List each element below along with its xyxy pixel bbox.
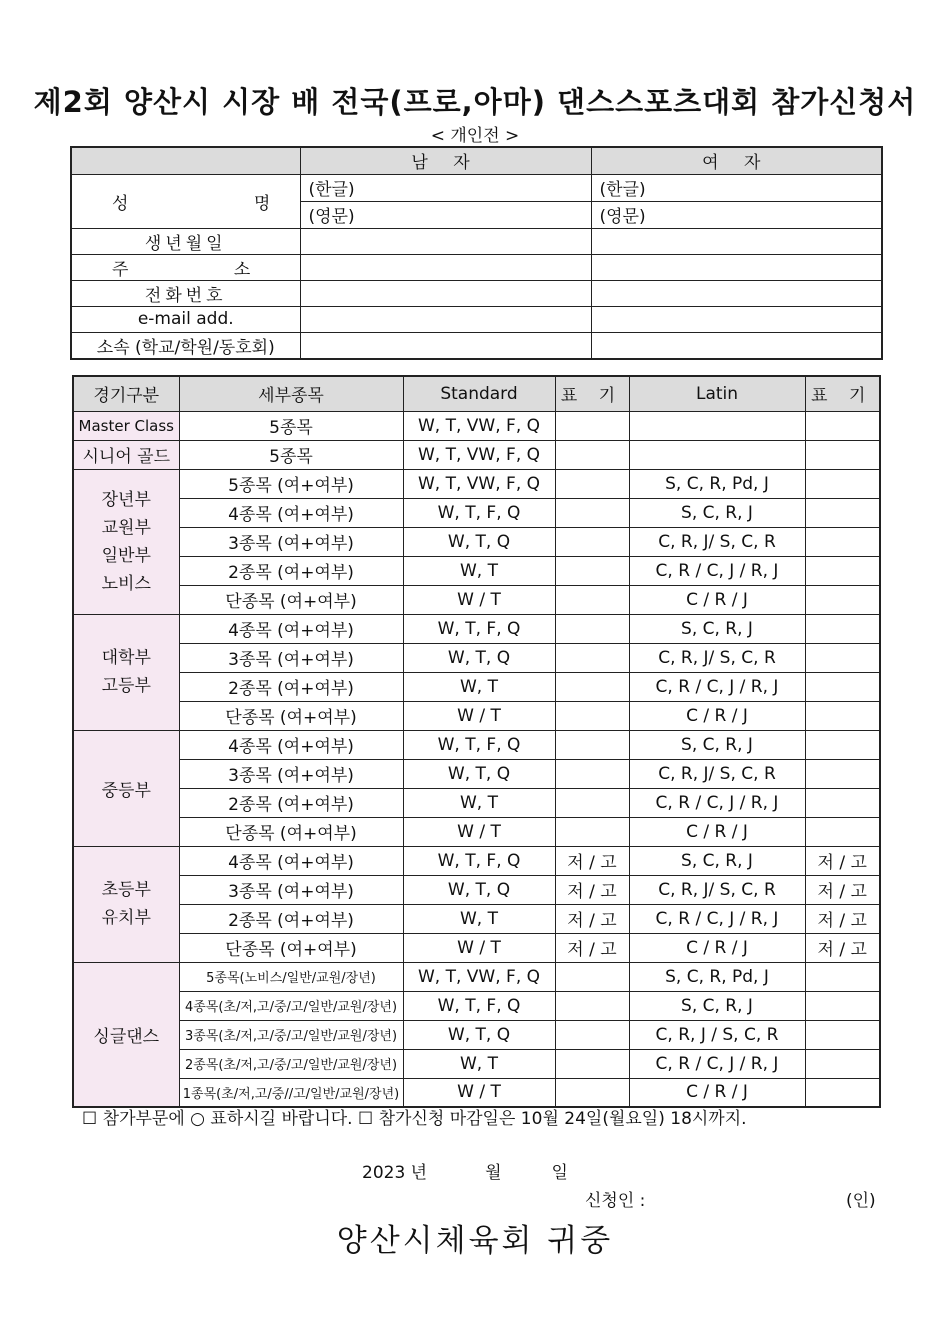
male-email-field[interactable]: [300, 306, 591, 332]
standard-cell: W, T, F, Q: [403, 991, 555, 1020]
standard-mark-cell[interactable]: [555, 962, 629, 991]
latin-mark-cell[interactable]: [805, 1078, 880, 1107]
detail-cell: 3종목(초/저,고/중/고/일반/교원/장년): [179, 1020, 403, 1049]
table-row: [73, 527, 880, 556]
latin-mark-cell[interactable]: [805, 556, 880, 585]
standard-mark-cell[interactable]: [555, 788, 629, 817]
latin-cell: [629, 440, 805, 469]
male-affiliation-field[interactable]: [300, 332, 591, 359]
detail-cell: 4종목 (여+여부): [179, 730, 403, 759]
standard-mark-cell[interactable]: [555, 411, 629, 440]
latin-mark-cell[interactable]: [805, 817, 880, 846]
standard-cell: W, T, F, Q: [403, 498, 555, 527]
latin-mark-cell[interactable]: [805, 527, 880, 556]
table-row: [73, 440, 880, 469]
latin-mark-cell[interactable]: 저 / 고: [805, 933, 880, 962]
standard-mark-cell[interactable]: [555, 527, 629, 556]
table-row: [73, 875, 880, 904]
table-row: [73, 759, 880, 788]
table-row: [73, 817, 880, 846]
category-elementary-kinder: 초등부 유치부: [73, 846, 179, 962]
detail-cell: 단종목 (여+여부): [179, 817, 403, 846]
table-row: [73, 1020, 880, 1049]
info-header-blank: [71, 147, 300, 174]
latin-cell: C, R, J / S, C, R: [629, 1020, 805, 1049]
standard-mark-cell[interactable]: [555, 614, 629, 643]
standard-mark-cell[interactable]: 저 / 고: [555, 904, 629, 933]
category-master-class: Master Class: [73, 411, 179, 440]
standard-mark-cell[interactable]: [555, 759, 629, 788]
latin-cell: C, R / C, J / R, J: [629, 1049, 805, 1078]
latin-cell: C, R, J/ S, C, R: [629, 643, 805, 672]
standard-mark-cell[interactable]: [555, 585, 629, 614]
male-address-field[interactable]: [300, 254, 591, 280]
name-label: 성 명: [71, 174, 300, 228]
latin-cell: S, C, R, J: [629, 991, 805, 1020]
latin-mark-cell[interactable]: [805, 614, 880, 643]
standard-mark-cell[interactable]: [555, 440, 629, 469]
standard-mark-cell[interactable]: [555, 672, 629, 701]
standard-mark-cell[interactable]: [555, 817, 629, 846]
latin-mark-cell[interactable]: [805, 585, 880, 614]
address-label: 주 소: [71, 254, 300, 280]
page-subtitle: < 개인전 >: [430, 126, 520, 146]
latin-cell: [629, 411, 805, 440]
date-year: 2023 년: [362, 1163, 428, 1183]
standard-cell: W / T: [403, 701, 555, 730]
detail-cell: 5종목(노비스/일반/교원/장년): [179, 962, 403, 991]
table-row: [73, 556, 880, 585]
latin-mark-cell[interactable]: [805, 962, 880, 991]
standard-mark-cell[interactable]: 저 / 고: [555, 933, 629, 962]
latin-cell: C, R / C, J / R, J: [629, 904, 805, 933]
table-row: [73, 1078, 880, 1107]
table-row: [73, 962, 880, 991]
female-header: 여 자: [591, 147, 882, 174]
latin-cell: C, R / C, J / R, J: [629, 672, 805, 701]
latin-mark-cell[interactable]: [805, 701, 880, 730]
latin-cell: S, C, R, J: [629, 846, 805, 875]
detail-cell: 2종목 (여+여부): [179, 788, 403, 817]
standard-cell: W / T: [403, 817, 555, 846]
birthdate-label: 생년월일: [71, 228, 300, 254]
table-row: [73, 904, 880, 933]
date-day: 일: [551, 1163, 568, 1183]
male-korean-name-field[interactable]: (한글): [300, 174, 591, 201]
applicant-label: 신청인 :: [585, 1191, 646, 1211]
latin-cell: C, R / C, J / R, J: [629, 556, 805, 585]
detail-cell: 2종목 (여+여부): [179, 904, 403, 933]
category-single-dance: 싱글댄스: [73, 962, 179, 1107]
standard-cell: W, T: [403, 788, 555, 817]
header-standard: Standard: [403, 376, 555, 411]
standard-cell: W, T, VW, F, Q: [403, 469, 555, 498]
affiliation-label: 소속 (학교/학원/동호회): [71, 332, 300, 359]
latin-mark-cell[interactable]: [805, 991, 880, 1020]
female-address-field[interactable]: [591, 254, 882, 280]
table-row: [73, 788, 880, 817]
latin-cell: S, C, R, Pd, J: [629, 962, 805, 991]
standard-mark-cell[interactable]: [555, 643, 629, 672]
header-standard-mark: 표 기: [555, 376, 629, 411]
standard-cell: W, T, F, Q: [403, 846, 555, 875]
detail-cell: 4종목 (여+여부): [179, 846, 403, 875]
detail-cell: 1종목(초/저,고/중//고/일반/교원/장년): [179, 1078, 403, 1107]
standard-mark-cell[interactable]: 저 / 고: [555, 846, 629, 875]
table-row: [73, 585, 880, 614]
latin-mark-cell[interactable]: [805, 730, 880, 759]
standard-cell: W / T: [403, 933, 555, 962]
latin-cell: S, C, R, J: [629, 498, 805, 527]
latin-cell: S, C, R, J: [629, 614, 805, 643]
latin-cell: S, C, R, Pd, J: [629, 469, 805, 498]
footer-note: ☐ 참가부문에 ○ 표하시길 바랍니다. ☐ 참가신청 마감일은 10월 24일(월요일) 18시까지.: [82, 1109, 747, 1129]
standard-cell: W, T: [403, 672, 555, 701]
female-english-name-field[interactable]: (영문): [591, 201, 882, 228]
latin-cell: C / R / J: [629, 1078, 805, 1107]
standard-cell: W, T: [403, 904, 555, 933]
standard-cell: W, T, Q: [403, 759, 555, 788]
latin-mark-cell[interactable]: [805, 759, 880, 788]
table-row: [73, 1049, 880, 1078]
category-middle-school: 중등부: [73, 730, 179, 846]
detail-cell: 2종목(초/저,고/중/고/일반/교원/장년): [179, 1049, 403, 1078]
seal-mark: (인): [846, 1191, 876, 1211]
detail-cell: 4종목(초/저,고/중/고/일반/교원/장년): [179, 991, 403, 1020]
header-category: 경기구분: [73, 376, 179, 411]
standard-cell: W, T, F, Q: [403, 614, 555, 643]
detail-cell: 5종목: [179, 440, 403, 469]
male-header: 남 자: [300, 147, 591, 174]
standard-cell: W, T: [403, 1049, 555, 1078]
standard-mark-cell[interactable]: [555, 701, 629, 730]
category-adult-group: 장년부 교원부 일반부 노비스: [73, 469, 179, 614]
latin-mark-cell[interactable]: [805, 469, 880, 498]
female-phone-field[interactable]: [591, 280, 882, 306]
female-affiliation-field[interactable]: [591, 332, 882, 359]
category-senior-gold: 시니어 골드: [73, 440, 179, 469]
standard-cell: W, T, Q: [403, 527, 555, 556]
latin-cell: C / R / J: [629, 701, 805, 730]
standard-cell: W, T: [403, 556, 555, 585]
latin-cell: C / R / J: [629, 933, 805, 962]
detail-cell: 단종목 (여+여부): [179, 701, 403, 730]
table-row: [73, 411, 880, 440]
standard-cell: W, T, Q: [403, 875, 555, 904]
latin-cell: C / R / J: [629, 817, 805, 846]
detail-cell: 5종목: [179, 411, 403, 440]
phone-label: 전화번호: [71, 280, 300, 306]
standard-cell: W / T: [403, 1078, 555, 1107]
latin-mark-cell[interactable]: [805, 411, 880, 440]
latin-cell: S, C, R, J: [629, 730, 805, 759]
latin-cell: C / R / J: [629, 585, 805, 614]
female-korean-name-field[interactable]: (한글): [591, 174, 882, 201]
detail-cell: 단종목 (여+여부): [179, 585, 403, 614]
latin-mark-cell[interactable]: 저 / 고: [805, 904, 880, 933]
header-latin-mark: 표 기: [805, 376, 880, 411]
table-row: [73, 846, 880, 875]
standard-cell: W, T, F, Q: [403, 730, 555, 759]
detail-cell: 2종목 (여+여부): [179, 672, 403, 701]
table-row: [73, 498, 880, 527]
latin-mark-cell[interactable]: [805, 1049, 880, 1078]
events-table: [72, 375, 881, 1108]
standard-cell: W, T, VW, F, Q: [403, 440, 555, 469]
female-birthdate-field[interactable]: [591, 228, 882, 254]
latin-mark-cell[interactable]: [805, 1020, 880, 1049]
table-row: [73, 614, 880, 643]
standard-cell: W, T, VW, F, Q: [403, 962, 555, 991]
standard-cell: W, T, Q: [403, 643, 555, 672]
table-row: [73, 933, 880, 962]
latin-mark-cell[interactable]: [805, 672, 880, 701]
recipient: 양산시체육회 귀중: [336, 1223, 614, 1259]
header-latin: Latin: [629, 376, 805, 411]
latin-cell: C, R, J/ S, C, R: [629, 759, 805, 788]
standard-mark-cell[interactable]: 저 / 고: [555, 875, 629, 904]
detail-cell: 3종목 (여+여부): [179, 527, 403, 556]
email-label: e-mail add.: [71, 306, 300, 332]
table-row: [73, 730, 880, 759]
detail-cell: 3종목 (여+여부): [179, 643, 403, 672]
detail-cell: 3종목 (여+여부): [179, 875, 403, 904]
detail-cell: 4종목 (여+여부): [179, 498, 403, 527]
latin-mark-cell[interactable]: 저 / 고: [805, 846, 880, 875]
standard-mark-cell[interactable]: [555, 1049, 629, 1078]
detail-cell: 5종목 (여+여부): [179, 469, 403, 498]
female-email-field[interactable]: [591, 306, 882, 332]
table-row: [73, 643, 880, 672]
latin-cell: C, R / C, J / R, J: [629, 788, 805, 817]
detail-cell: 4종목 (여+여부): [179, 614, 403, 643]
detail-cell: 3종목 (여+여부): [179, 759, 403, 788]
table-row: [73, 469, 880, 498]
male-phone-field[interactable]: [300, 280, 591, 306]
category-university-high: 대학부 고등부: [73, 614, 179, 730]
latin-mark-cell[interactable]: 저 / 고: [805, 875, 880, 904]
latin-mark-cell[interactable]: [805, 788, 880, 817]
table-row: [73, 991, 880, 1020]
standard-cell: W, T, Q: [403, 1020, 555, 1049]
application-date: [362, 1158, 568, 1183]
standard-cell: W, T, VW, F, Q: [403, 411, 555, 440]
detail-cell: 2종목 (여+여부): [179, 556, 403, 585]
standard-mark-cell[interactable]: [555, 991, 629, 1020]
standard-mark-cell[interactable]: [555, 498, 629, 527]
standard-cell: W / T: [403, 585, 555, 614]
latin-mark-cell[interactable]: [805, 498, 880, 527]
latin-cell: C, R, J/ S, C, R: [629, 527, 805, 556]
date-month: 월: [485, 1163, 502, 1183]
male-birthdate-field[interactable]: [300, 228, 591, 254]
table-row: [73, 672, 880, 701]
latin-mark-cell[interactable]: [805, 440, 880, 469]
header-detail: 세부종목: [179, 376, 403, 411]
male-english-name-field[interactable]: (영문): [300, 201, 591, 228]
standard-mark-cell[interactable]: [555, 1020, 629, 1049]
standard-mark-cell[interactable]: [555, 556, 629, 585]
standard-mark-cell[interactable]: [555, 1078, 629, 1107]
personal-info-table: [70, 146, 883, 360]
standard-mark-cell[interactable]: [555, 469, 629, 498]
detail-cell: 단종목 (여+여부): [179, 933, 403, 962]
latin-mark-cell[interactable]: [805, 643, 880, 672]
table-row: [73, 701, 880, 730]
standard-mark-cell[interactable]: [555, 730, 629, 759]
page-title: 제2회 양산시 시장 배 전국(프로,아마) 댄스스포츠대회 참가신청서: [33, 85, 917, 119]
latin-cell: C, R, J/ S, C, R: [629, 875, 805, 904]
